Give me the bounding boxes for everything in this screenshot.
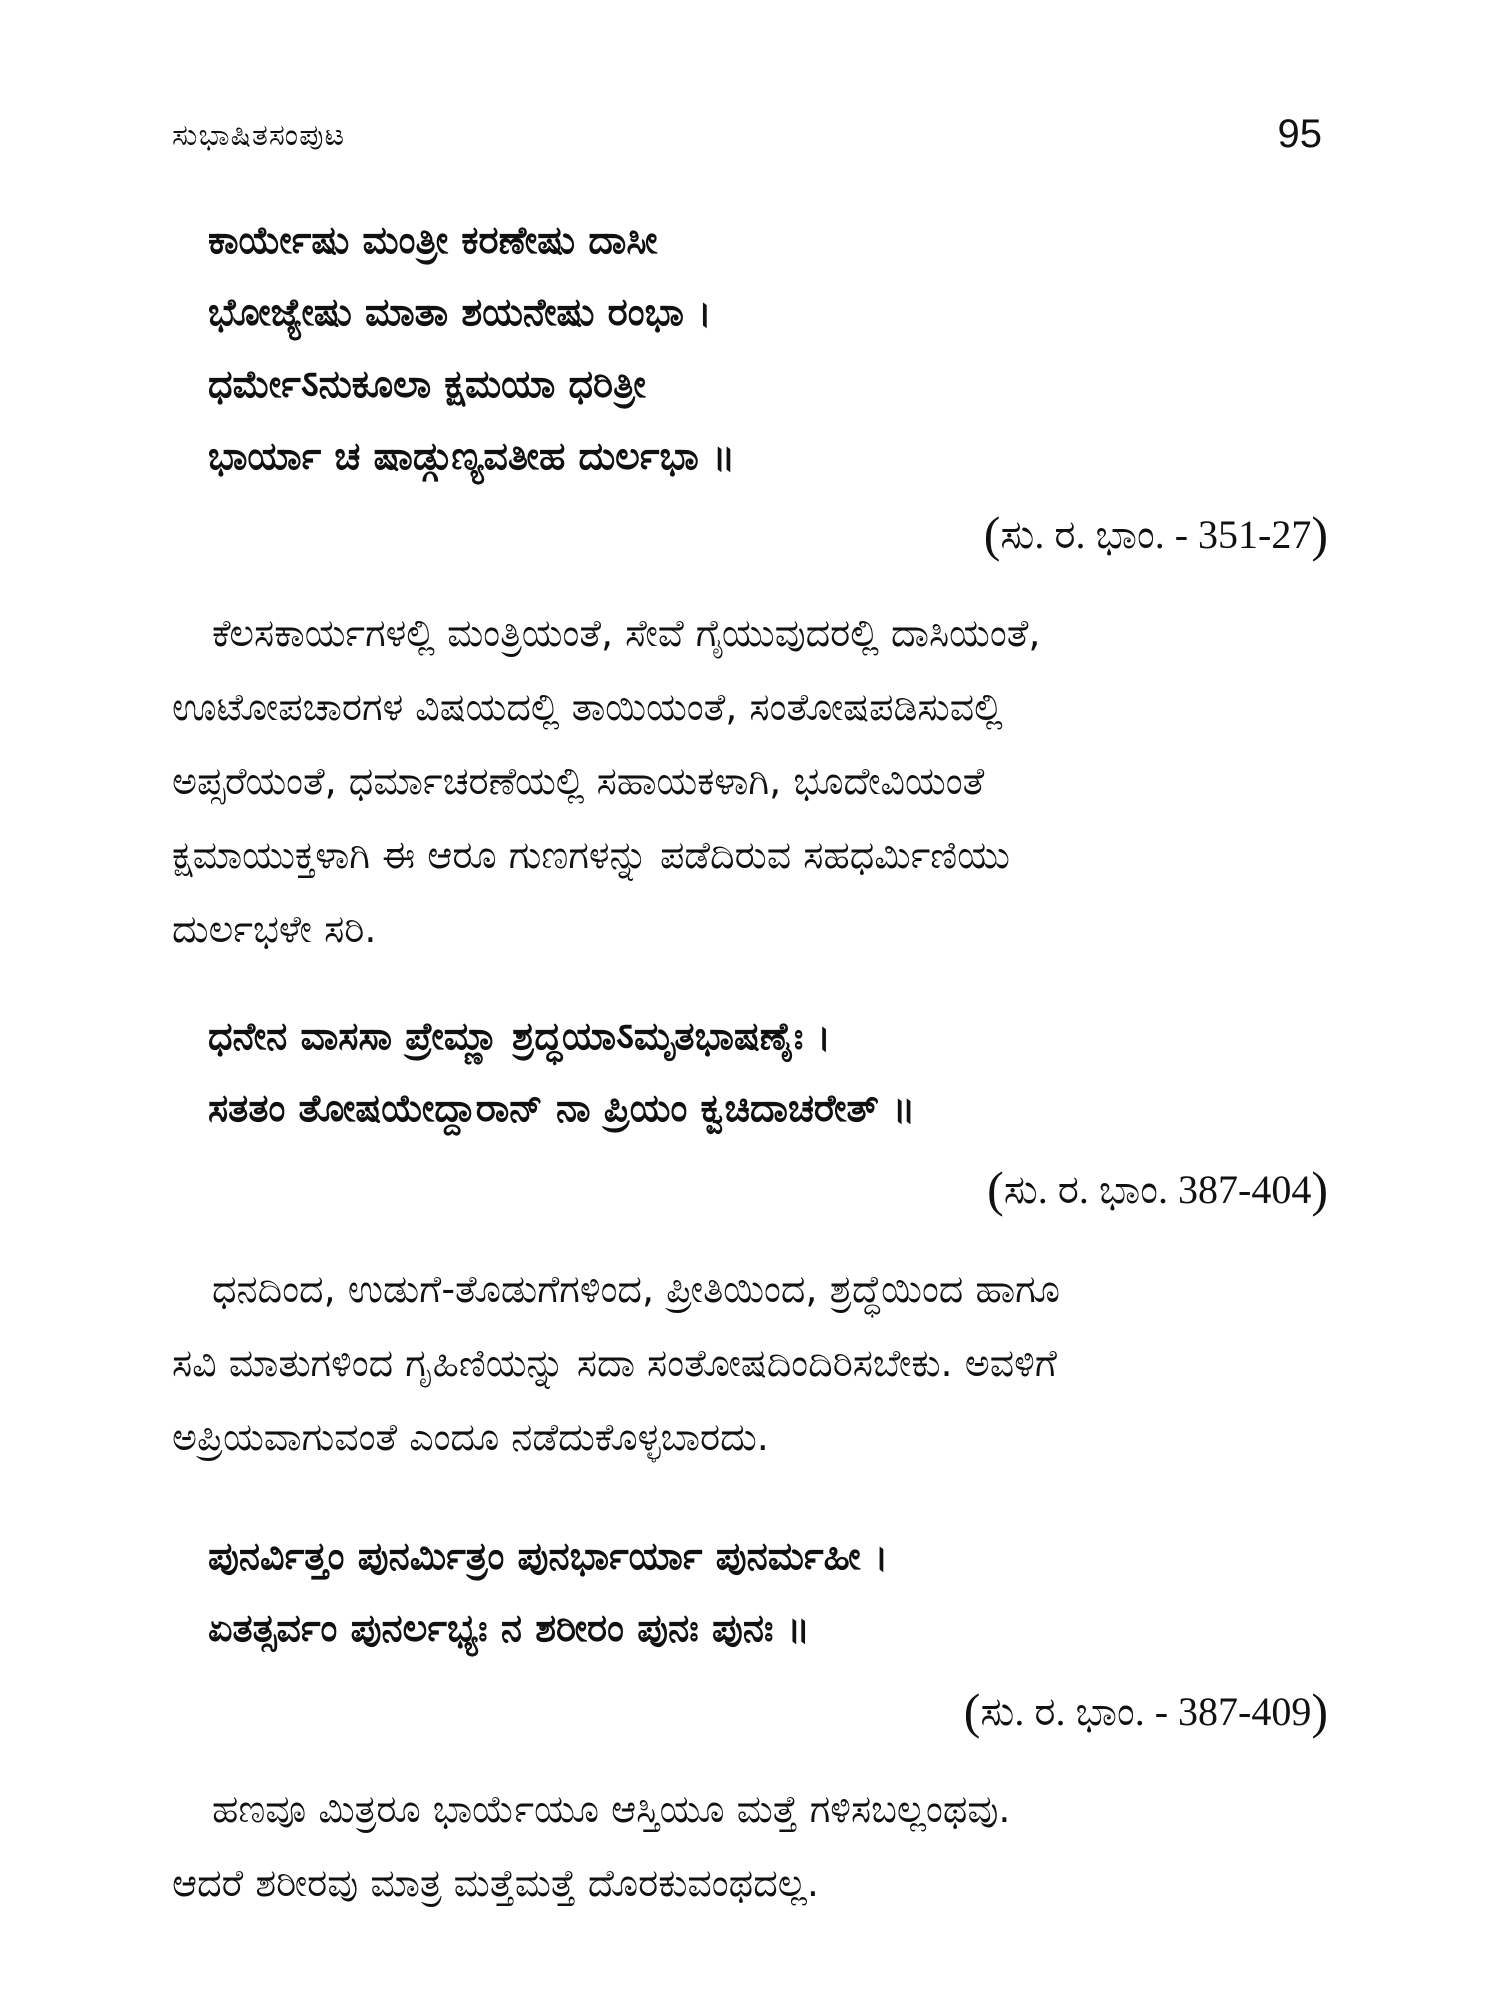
prose-line: ಸವಿ ಮಾತುಗಳಿಂದ ಗೃಹಿಣಿಯನ್ನು ಸದಾ ಸಂತೋಷದಿಂದಿರಿಸಬೇಕು. ಅವಳಿಗೆ bbox=[172, 1341, 1057, 1385]
verse-1 bbox=[208, 204, 1328, 492]
page-number: 95 bbox=[1277, 112, 1322, 156]
prose-3 bbox=[172, 1772, 1328, 1920]
verse-line: ಏತತ್ಸರ್ವಂ ಪುನರ್ಲಭ್ಯಃ ನ ಶರೀರಂ ಪುನಃ ಪುನಃ ॥ bbox=[208, 1606, 810, 1650]
prose-line: ಅಪ್ರಿಯವಾಗುವಂತೆ ಎಂದೂ ನಡೆದುಕೊಳ್ಳಬಾರದು. bbox=[172, 1415, 769, 1459]
prose-line: ಆದರೆ ಶರೀರವು ಮಾತ್ರ ಮತ್ತೆಮತ್ತೆ ದೊರಕುವಂಥದಲ್ಲ. bbox=[172, 1861, 819, 1905]
prose-line: ಹಣವೂ ಮಿತ್ರರೂ ಭಾರ್ಯೆಯೂ ಆಸ್ತಿಯೂ ಮತ್ತೆ ಗಳಿಸಬಲ್ಲಂಥವು. bbox=[212, 1787, 1011, 1831]
verse-line: ಸತತಂ ತೋಷಯೇದ್ದಾರಾನ್ ನಾ ಪ್ರಿಯಂ ಕ್ವಚಿದಾಚರೇತ್ ॥ bbox=[208, 1086, 916, 1130]
verse-line: ಕಾರ್ಯೇಷು ಮಂತ್ರೀ ಕರಣೇಷು ದಾಸೀ bbox=[208, 218, 658, 262]
verse-line: ಧರ್ಮೇऽನುಕೂಲಾ ಕ್ಷಮಯಾ ಧರಿತ್ರೀ bbox=[208, 362, 646, 406]
prose-line: ಊಟೋಪಚಾರಗಳ ವಿಷಯದಲ್ಲಿ ತಾಯಿಯಂತೆ, ಸಂತೋಷಪಡಿಸುವಲ್ಲಿ bbox=[172, 685, 1003, 729]
verse-line: ಪುನರ್ವಿತ್ತಂ ಪುನರ್ಮಿತ್ರಂ ಪುನರ್ಭಾರ್ಯಾ ಪುನರ್ಮಹೀ । bbox=[208, 1534, 889, 1578]
prose-line: ದುರ್ಲಭಳೇ ಸರಿ. bbox=[172, 907, 377, 951]
citation-text: ಸು. ರ. ಭಾಂ. - 351-27 bbox=[1000, 512, 1312, 557]
verse-line: ಭೋಜ್ಯೇಷು ಮಾತಾ ಶಯನೇಷು ರಂಭಾ । bbox=[208, 290, 712, 334]
prose-line: ಅಪ್ಸರೆಯಂತೆ, ಧರ್ಮಾಚರಣೆಯಲ್ಲಿ ಸಹಾಯಕಳಾಗಿ, ಭೂದೇವಿಯಂತೆ bbox=[172, 759, 985, 803]
page-header bbox=[172, 108, 1322, 168]
prose-1 bbox=[172, 596, 1328, 966]
verse-line: ಧನೇನ ವಾಸಸಾ ಪ್ರೇಮ್ಣಾ ಶ್ರದ್ಧಯಾऽಮೃತಭಾಷಣೈಃ । bbox=[208, 1014, 831, 1058]
prose-line: ಧನದಿಂದ, ಉಡುಗೆ-ತೊಡುಗೆಗಳಿಂದ, ಪ್ರೀತಿಯಿಂದ, ಶ್ರದ್ಧೆಯಿಂದ ಹಾಗೂ bbox=[212, 1267, 1060, 1311]
citation-3: (ಸು. ರ. ಭಾಂ. - 387-409) bbox=[963, 1683, 1328, 1739]
citation-text: ಸು. ರ. ಭಾಂ. 387-404 bbox=[1003, 1167, 1312, 1212]
citation-1: (ಸು. ರ. ಭಾಂ. - 351-27) bbox=[983, 506, 1328, 562]
verse-3 bbox=[208, 1520, 1328, 1664]
prose-2 bbox=[172, 1252, 1328, 1474]
running-title: ಸುಭಾಷಿತಸಂಪುಟ bbox=[172, 118, 346, 153]
citation-text: ಸು. ರ. ಭಾಂ. - 387-409 bbox=[980, 1689, 1312, 1734]
verse-2 bbox=[208, 1000, 1328, 1144]
prose-line: ಕೆಲಸಕಾರ್ಯಗಳಲ್ಲಿ ಮಂತ್ರಿಯಂತೆ, ಸೇವೆ ಗೈಯುವುದರಲ್ಲಿ ದಾಸಿಯಂತೆ, bbox=[212, 611, 1041, 655]
prose-line: ಕ್ಷಮಾಯುಕ್ತಳಾಗಿ ಈ ಆರೂ ಗುಣಗಳನ್ನು ಪಡೆದಿರುವ ಸಹಧರ್ಮಿಣಿಯು bbox=[172, 833, 1010, 877]
citation-2: (ಸು. ರ. ಭಾಂ. 387-404) bbox=[987, 1161, 1328, 1217]
verse-line: ಭಾರ್ಯಾ ಚ ಷಾಡ್ಗುಣ್ಯವತೀಹ ದುರ್ಲಭಾ ॥ bbox=[208, 434, 736, 478]
